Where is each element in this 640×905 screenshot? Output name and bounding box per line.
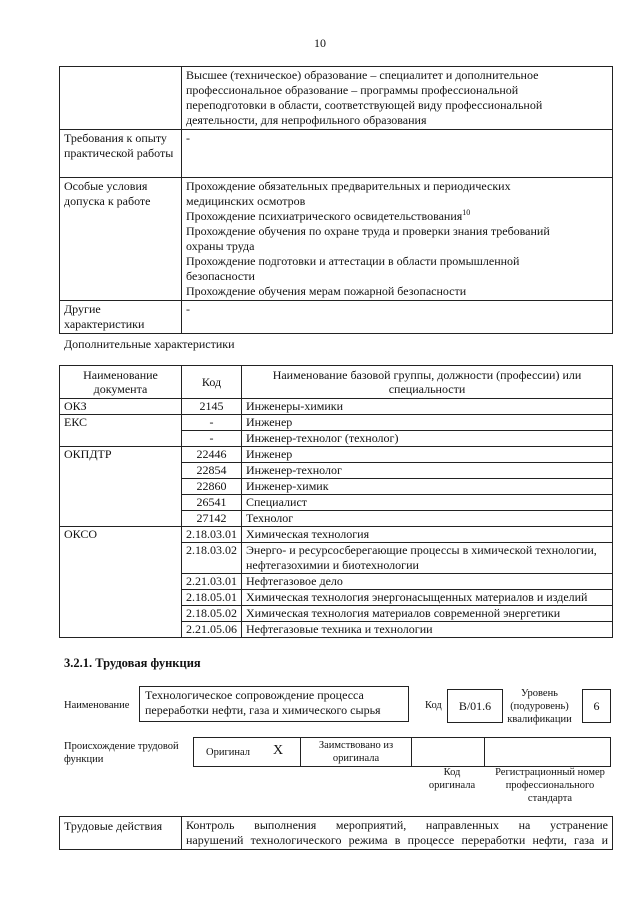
- table-row: [60, 301, 613, 334]
- qualification-level-label: [502, 687, 577, 726]
- condition-line: Прохождение обязательных предварительных и периодических: [186, 179, 511, 193]
- table-row: [60, 67, 613, 130]
- code-cell: -: [182, 415, 242, 431]
- code-cell: 2145: [182, 399, 242, 415]
- footnote-marker: 10: [462, 208, 471, 217]
- table-row: [60, 178, 613, 301]
- original-label: Оригинал: [206, 747, 250, 758]
- code-original-line: оригинала: [428, 780, 476, 791]
- function-name-box: [139, 686, 409, 722]
- table-row: [60, 527, 613, 543]
- specialty-name-cell: Инженер: [242, 447, 613, 463]
- education-label-cell: [60, 67, 182, 130]
- education-line: профессиональное образование – программы профессиональной: [186, 83, 519, 97]
- table-row: [60, 415, 613, 431]
- registration-number-label: [488, 766, 612, 805]
- code-cell: -: [182, 431, 242, 447]
- specialty-name-cell: Химическая технология: [242, 527, 613, 543]
- specialty-name-cell: Технолог: [242, 511, 613, 527]
- experience-value: -: [182, 130, 613, 178]
- condition-line: безопасности: [186, 269, 255, 283]
- condition-line: [186, 209, 608, 224]
- labor-action-line: Контроль выполнения мероприятий, направленных на устранение: [186, 818, 608, 832]
- labor-actions-cell: [182, 817, 613, 850]
- specialty-name-cell: Инженер: [242, 415, 613, 431]
- original-checkmark: X: [273, 743, 284, 758]
- condition-text: Прохождение психиатрического освидетельствования: [186, 209, 463, 223]
- specialty-name-cell: Инженер-химик: [242, 479, 613, 495]
- code-cell: 2.18.05.02: [182, 606, 242, 622]
- code-value-box: B/01.6: [447, 689, 503, 723]
- table-row: [60, 130, 613, 178]
- condition-line: Прохождение обучения по охране труда и проверки знания требований: [186, 224, 550, 238]
- level-label-line: (подуровень): [510, 701, 569, 712]
- code-cell: 26541: [182, 495, 242, 511]
- labor-actions-table: [59, 816, 613, 850]
- code-cell: 22446: [182, 447, 242, 463]
- additional-characteristics-title: Дополнительные характеристики: [64, 337, 235, 351]
- education-line: Высшее (техническое) образование – специалитет и дополнительное: [186, 68, 539, 82]
- borrowed-label-line: Заимствовано из: [318, 740, 394, 751]
- experience-label: Требования к опыту практической работы: [60, 130, 182, 178]
- education-line: переподготовки в области, соответствующей виду профессиональной: [186, 98, 543, 112]
- other-label: Другие характеристики: [60, 301, 182, 334]
- table-row: [60, 817, 613, 850]
- function-name-line: переработки нефти, газа и химического сырья: [145, 703, 381, 717]
- reg-number-line: Регистрационный номер: [495, 767, 605, 778]
- labor-function-title: 3.2.1. Трудовая функция: [64, 656, 201, 670]
- borrowed-label: [301, 739, 411, 765]
- requirements-table: [59, 66, 613, 334]
- code-cell: 2.18.03.01: [182, 527, 242, 543]
- condition-line: охраны труда: [186, 239, 255, 253]
- code-cell: 2.18.03.02: [182, 543, 242, 574]
- condition-line: Прохождение подготовки и аттестации в области промышленной: [186, 254, 520, 268]
- other-value: -: [182, 301, 613, 334]
- table-body: [60, 399, 613, 638]
- code-cell: 27142: [182, 511, 242, 527]
- special-conditions-label: Особые условия допуска к работе: [60, 178, 182, 301]
- specialty-name-cell: Инженер-технолог (технолог): [242, 431, 613, 447]
- code-cell: 22860: [182, 479, 242, 495]
- code-cell: 2.21.05.06: [182, 622, 242, 638]
- table-row: [60, 399, 613, 415]
- origin-table: [193, 737, 611, 767]
- column-header-name: Наименование базовой группы, должности (профессии) или специальности: [242, 366, 613, 399]
- name-label: Наименование: [64, 700, 130, 711]
- education-cell: [182, 67, 613, 130]
- specialty-name-cell: Энерго- и ресурсосберегающие процессы в химической технологии, нефтегазохимии и биотехнологии: [242, 543, 613, 574]
- specialty-name-cell: Химическая технология энергонасыщенных материалов и изделий: [242, 590, 613, 606]
- origin-label-line: функции: [64, 754, 104, 765]
- qualification-level-box: 6: [582, 689, 611, 723]
- column-header-code: Код: [182, 366, 242, 399]
- code-cell: 22854: [182, 463, 242, 479]
- labor-action-line: нарушений технологического режима в процессе переработки нефти, газа и: [186, 833, 608, 847]
- code-label: Код: [425, 700, 442, 711]
- function-name-line: Технологическое сопровождение процесса: [145, 688, 364, 702]
- column-header-document: Наименование документа: [60, 366, 182, 399]
- code-original-label: [416, 766, 488, 792]
- origin-label: [64, 740, 179, 766]
- borrowed-label-line: оригинала: [332, 753, 380, 764]
- page-number: 10: [314, 36, 326, 50]
- specialty-name-cell: Нефтегазовые техника и технологии: [242, 622, 613, 638]
- specialty-name-cell: Специалист: [242, 495, 613, 511]
- code-original-line: Код: [443, 767, 461, 778]
- additional-characteristics-table: [59, 365, 613, 638]
- level-label-line: квалификации: [507, 714, 572, 725]
- origin-divider: [411, 738, 412, 766]
- table-row: [60, 447, 613, 463]
- code-cell: 2.18.05.01: [182, 590, 242, 606]
- education-line: деятельности, для непрофильного образования: [186, 113, 427, 127]
- reg-number-line: профессионального: [505, 780, 595, 791]
- condition-line: медицинских осмотров: [186, 194, 306, 208]
- specialty-name-cell: Инженер-технолог: [242, 463, 613, 479]
- condition-line: Прохождение обучения мерам пожарной безопасности: [186, 284, 467, 298]
- labor-actions-label: Трудовые действия: [60, 817, 182, 850]
- document-cell: ОКСО: [60, 527, 182, 638]
- specialty-name-cell: Химическая технология материалов современной энергетики: [242, 606, 613, 622]
- table-header-row: [60, 366, 613, 399]
- origin-label-line: Происхождение трудовой: [64, 741, 179, 752]
- origin-divider: [484, 738, 485, 766]
- reg-number-line: стандарта: [527, 793, 573, 804]
- level-label-line: Уровень: [521, 688, 558, 699]
- specialty-name-cell: Инженеры-химики: [242, 399, 613, 415]
- code-cell: 2.21.03.01: [182, 574, 242, 590]
- special-conditions-cell: [182, 178, 613, 301]
- specialty-name-cell: Нефтегазовое дело: [242, 574, 613, 590]
- document-cell: ОКЗ: [60, 399, 182, 415]
- document-cell: ОКПДТР: [60, 447, 182, 527]
- document-cell: ЕКС: [60, 415, 182, 447]
